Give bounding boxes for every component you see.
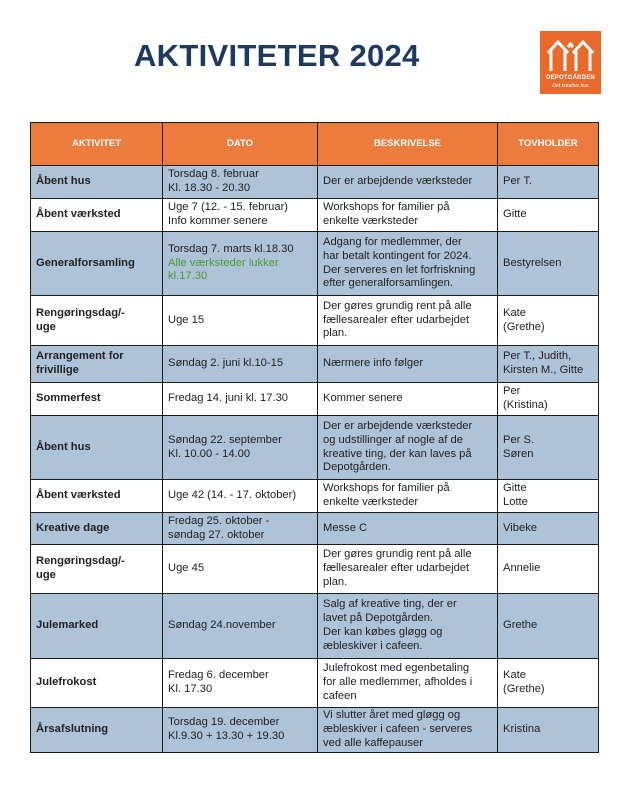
cell-description <box>318 199 498 232</box>
cell-line: og udstillinger af nogle af de <box>323 433 463 446</box>
cell-host <box>498 346 599 383</box>
cell-line: Kirsten M., Gitte <box>503 364 584 376</box>
cell-date <box>163 199 318 232</box>
cell-host <box>498 199 599 232</box>
cell-description <box>318 659 498 708</box>
cell-activity <box>31 708 163 753</box>
cell-line: kreative ting, der kan laves på <box>323 447 472 460</box>
cell-line: Messe C <box>323 521 368 534</box>
page-title: AKTIVITETER 2024 <box>134 38 420 73</box>
table-body <box>31 166 599 753</box>
cell-line: Per S. <box>503 433 535 446</box>
cell-description <box>318 232 498 296</box>
table-row <box>31 199 599 232</box>
cell-line: Åbent værksted <box>36 489 121 502</box>
cell-line: Uge 45 <box>168 562 205 575</box>
cell-activity <box>31 416 163 480</box>
cell-line: Uge 7 (12. - 15. februar) <box>168 201 289 214</box>
cell-description <box>318 166 498 199</box>
house-icon <box>546 37 595 73</box>
table-row <box>31 708 599 753</box>
cell-line: Søren <box>503 447 534 460</box>
cell-line: Torsdag 7. marts kl.18.30 <box>168 242 294 255</box>
cell-line: Fredag 6. december <box>168 669 269 682</box>
cell-host <box>498 594 599 659</box>
cell-host <box>498 480 599 513</box>
cell-line: æbleskiver i cafeen - serveres <box>323 723 473 736</box>
cell-line: enkelte værksteder <box>323 496 419 508</box>
cell-description <box>318 545 498 594</box>
table-row <box>31 383 599 416</box>
table-header-row <box>31 123 599 166</box>
column-header-description: BESKRIVELSE <box>318 123 498 166</box>
table-row <box>31 594 599 659</box>
cell-line: Per T. <box>503 175 533 188</box>
cell-line: Søndag 2. juni kl.10-15 <box>168 357 284 370</box>
cell-line: Der kan købes gløgg og <box>323 626 443 638</box>
cell-date <box>163 480 318 513</box>
cell-line: Salg af kreative ting, der er <box>323 598 457 611</box>
cell-date <box>163 383 318 416</box>
cell-line: søndag 27. oktober <box>168 528 265 541</box>
table-row <box>31 513 599 545</box>
cell-line: Der gøres grundig rent på alle <box>323 548 472 561</box>
table-row <box>31 416 599 480</box>
cell-line: Vi slutter året med gløgg og <box>323 709 461 722</box>
cell-line: har betalt kontingent for 2024. <box>323 249 472 262</box>
cell-line: (Grethe) <box>503 683 545 695</box>
cell-description <box>318 416 498 480</box>
cell-line: plan. <box>323 327 348 340</box>
cell-line: Workshops for familier på <box>323 201 450 214</box>
cell-line: Adgang for medlemmer, der <box>323 235 462 248</box>
cell-host <box>498 166 599 199</box>
cell-line: Kate <box>503 669 527 682</box>
cell-line: Søndag 24.november <box>168 619 276 632</box>
cell-date <box>163 513 318 545</box>
cell-line: æbleskiver i cafeen. <box>323 639 423 652</box>
cell-line: Sommerfest <box>36 392 101 405</box>
cell-line: Der er arbejdende værksteder <box>323 175 473 188</box>
cell-line: Uge 15 <box>168 313 205 326</box>
cell-activity <box>31 659 163 708</box>
table-row <box>31 659 599 708</box>
cell-line: Torsdag 8. februar <box>168 168 259 181</box>
column-header-date: DATO <box>163 123 318 166</box>
cell-line: enkelte værksteder <box>323 215 419 227</box>
cell-line: Bestyrelsen <box>503 256 562 269</box>
cell-line: uge <box>36 320 56 333</box>
cell-line: Fredag 14. juni kl. 17.30 <box>168 392 289 405</box>
cell-description <box>318 708 498 753</box>
cell-line: Torsdag 19. december <box>168 716 280 729</box>
cell-line: Kate <box>503 306 527 319</box>
cell-line: Julefrokost <box>36 676 97 689</box>
cell-description <box>318 296 498 346</box>
cell-line: Nærmere info følger <box>323 357 424 370</box>
cell-line: Åbent hus <box>36 440 91 453</box>
cell-activity <box>31 166 163 199</box>
cell-description <box>318 480 498 513</box>
cell-line: Årsafslutning <box>36 723 109 736</box>
cell-line: Der er arbejdende værksteder <box>323 419 473 432</box>
table-row <box>31 296 599 346</box>
cell-line: Gitte <box>503 482 527 495</box>
cell-line: Lotte <box>503 496 528 508</box>
cell-line: Der serveres en let forfriskning <box>323 263 476 276</box>
logo-name: DEPOTGÅRDEN <box>546 75 595 81</box>
cell-line: fællesarealer efter udarbejdet <box>323 313 470 326</box>
cell-line: Per T., Judith, <box>503 350 572 363</box>
cell-activity <box>31 232 163 296</box>
cell-date <box>163 296 318 346</box>
cell-line: Depotgården. <box>323 461 391 474</box>
cell-host <box>498 659 599 708</box>
cell-line: Kl. 18.30 - 20.30 <box>168 182 251 194</box>
cell-host <box>498 708 599 753</box>
cell-line: (Grethe) <box>503 320 545 333</box>
cell-line: Arrangement for <box>36 350 124 363</box>
cell-activity <box>31 346 163 383</box>
column-header-host: TOVHOLDER <box>498 123 599 166</box>
cell-line: plan. <box>323 575 348 588</box>
cell-line: Der gøres grundig rent på alle <box>323 299 472 312</box>
cell-line: Fredag 25. oktober - <box>168 514 270 527</box>
cell-line: for alle medlemmer, afholdes i <box>323 676 473 689</box>
table-row <box>31 480 599 513</box>
cell-line: Uge 42 (14. - 17. oktober) <box>168 489 297 502</box>
cell-activity <box>31 594 163 659</box>
table-row <box>31 166 599 199</box>
cell-line: Kristina <box>503 723 541 736</box>
cell-line: lavet på Depotgården. <box>323 612 434 625</box>
activities-table <box>30 122 599 753</box>
cell-host <box>498 383 599 416</box>
cell-date <box>163 166 318 199</box>
cell-line: Per <box>503 385 521 398</box>
cell-date <box>163 545 318 594</box>
cell-line: Annelie <box>503 562 541 575</box>
cell-host <box>498 232 599 296</box>
cell-line: Vibeke <box>503 521 538 534</box>
logo <box>540 31 601 94</box>
cell-date <box>163 416 318 480</box>
cell-line: Grethe <box>503 619 538 632</box>
cell-note-line: Alle værksteder lukker <box>168 256 279 269</box>
cell-host <box>498 416 599 480</box>
cell-host <box>498 513 599 545</box>
cell-host <box>498 545 599 594</box>
cell-line: Julemarked <box>36 619 99 632</box>
cell-note-line: kl.17.30 <box>168 270 208 283</box>
cell-line: fællesarealer efter udarbejdet <box>323 562 470 575</box>
table-row <box>31 545 599 594</box>
cell-line: Åbent hus <box>36 175 91 188</box>
cell-line: Kommer senere <box>323 392 403 405</box>
cell-line: Generalforsamling <box>36 256 135 269</box>
cell-line: Kl. 10.00 - 14.00 <box>168 447 251 460</box>
cell-activity <box>31 480 163 513</box>
cell-line: efter generalforsamlingen. <box>323 277 453 290</box>
cell-line: Gitte <box>503 208 527 221</box>
cell-line: Info kommer senere <box>168 215 268 227</box>
cell-line: uge <box>36 569 56 581</box>
cell-date <box>163 232 318 296</box>
cell-line: Kl. 17.30 <box>168 683 213 695</box>
cell-activity <box>31 513 163 545</box>
table-row <box>31 232 599 296</box>
cell-line: frivillige <box>36 364 79 376</box>
cell-activity <box>31 199 163 232</box>
table-row <box>31 346 599 383</box>
cell-activity <box>31 296 163 346</box>
cell-date <box>163 594 318 659</box>
cell-line: ved alle kaffepauser <box>323 736 423 749</box>
cell-date <box>163 346 318 383</box>
cell-activity <box>31 545 163 594</box>
logo-tagline: Det kreative hus <box>552 83 589 89</box>
cell-line: Rengøringsdag/- <box>36 306 125 319</box>
cell-line: Åbent værksted <box>36 208 121 221</box>
cell-line: Kreative dage <box>36 521 110 534</box>
cell-line: Rengøringsdag/- <box>36 555 125 568</box>
cell-date <box>163 708 318 753</box>
cell-activity <box>31 383 163 416</box>
cell-description <box>318 346 498 383</box>
cell-description <box>318 383 498 416</box>
cell-description <box>318 594 498 659</box>
column-header-activity: AKTIVITET <box>31 123 163 166</box>
cell-description <box>318 513 498 545</box>
cell-line: cafeen <box>323 689 357 702</box>
cell-date <box>163 659 318 708</box>
cell-line: Julefrokost med egenbetaling <box>323 662 470 675</box>
cell-line: Søndag 22. september <box>168 433 282 446</box>
cell-line: (Kristina) <box>503 399 548 411</box>
cell-line: Kl.9.30 + 13.30 + 19.30 <box>168 730 285 742</box>
cell-host <box>498 296 599 346</box>
cell-line: Workshops for familier på <box>323 482 450 495</box>
